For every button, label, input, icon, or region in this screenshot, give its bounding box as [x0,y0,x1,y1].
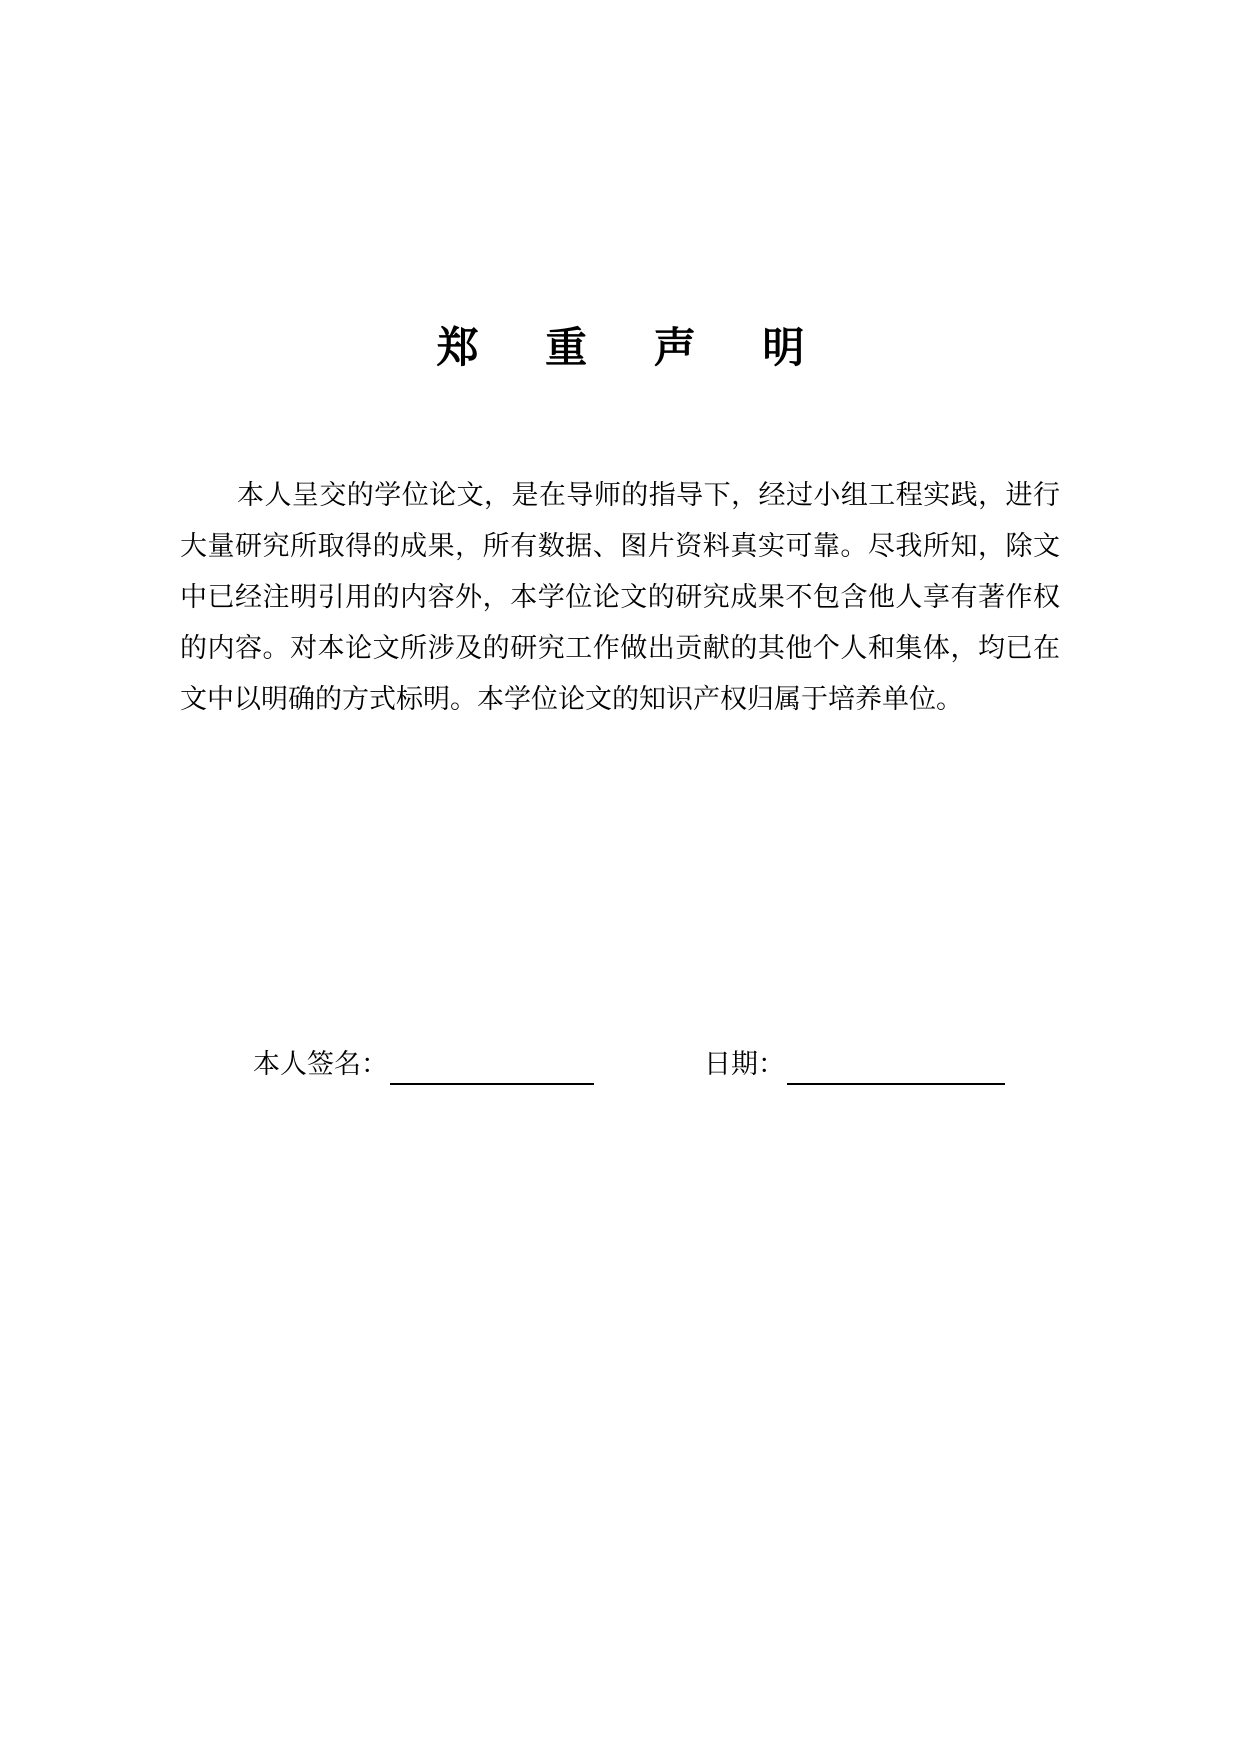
page-title: 郑 重 声 明 [436,323,831,372]
signature-date-label: 日期： [704,1049,785,1080]
signature-name-row [253,1045,594,1085]
signature-date-row [704,1045,1005,1085]
signature-name-line [390,1049,594,1085]
signature-name-label: 本人签名： [253,1049,388,1080]
signature-date-line [787,1049,1005,1085]
declaration-body [180,470,1060,725]
declaration-paragraph: 本人呈交的学位论文，是在导师的指导下，经过小组工程实践，进行大量研究所取得的成果，所有数据、图片资料真实可靠。尽我所知，除文中已经注明引用的内容外，本学位论文的研究成果不包含他人享有著作权的内容。对本论文所涉及的研究工作做出贡献的其他个人和集体，均已在文中以明确的方式标明。本学位论文的知识产权归属于培养单位。 [180,480,1060,715]
